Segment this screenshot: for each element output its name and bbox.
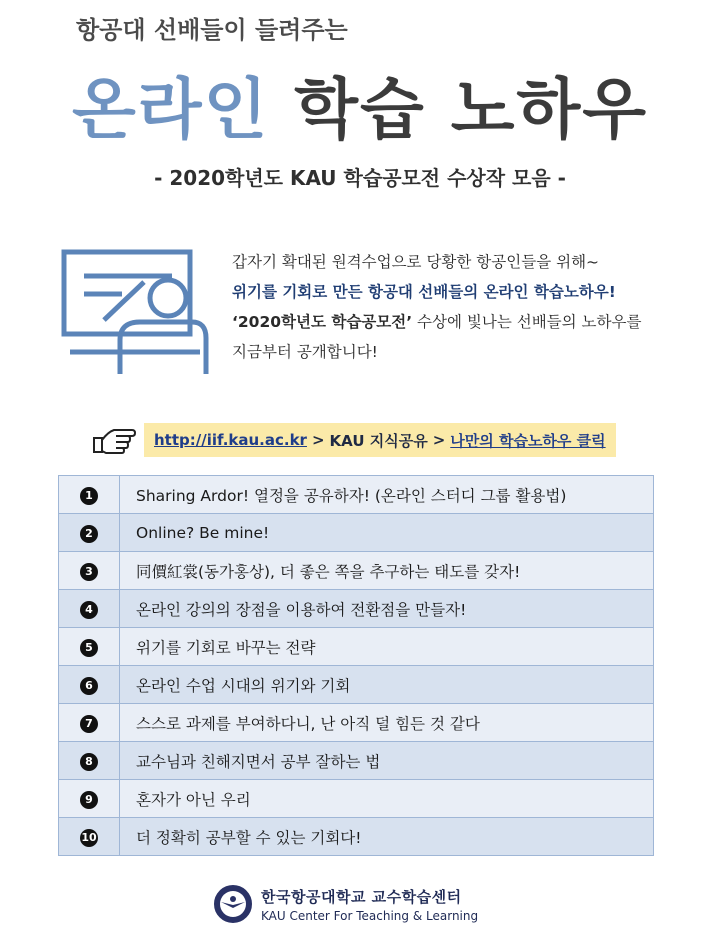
poster-title [0, 56, 720, 151]
list-item [59, 780, 654, 818]
number-bullet: 7 [80, 715, 98, 733]
list-item [59, 590, 654, 628]
item-title: 교수님과 친해지면서 공부 잘하는 법 [120, 742, 654, 780]
title-main: 학습 노하우 [294, 71, 649, 148]
intro-line-3-rest: 수상에 빛나는 선배들의 노하우를 [412, 313, 642, 331]
item-title: 온라인 수업 시대의 위기와 기회 [120, 666, 654, 704]
number-bullet: 10 [80, 829, 98, 847]
list-item [59, 666, 654, 704]
path-separator: > [311, 431, 325, 449]
number-bullet: 1 [80, 487, 98, 505]
list-item [59, 552, 654, 590]
list-item [59, 742, 654, 780]
list-item [59, 628, 654, 666]
list-item [59, 818, 654, 856]
awards-list [58, 475, 654, 856]
list-item [59, 514, 654, 552]
item-title: 스스로 과제를 부여하다니, 난 아직 덜 힘든 것 같다 [120, 704, 654, 742]
number-bullet: 9 [80, 791, 98, 809]
number-bullet: 8 [80, 753, 98, 771]
organization-footer [213, 884, 478, 924]
org-name-english: KAU Center For Teaching & Learning [261, 908, 479, 923]
number-bullet: 5 [80, 639, 98, 657]
pointing-hand-icon [92, 424, 136, 456]
path-step-knowhow[interactable]: 나만의 학습노하우 클릭 [450, 431, 606, 450]
title-accent: 온라인 [71, 71, 270, 148]
path-step-knowledge: KAU 지식공유 [329, 431, 428, 450]
intro-line-2: 위기를 기회로 만든 항공대 선배들의 온라인 학습노하우! [232, 283, 616, 301]
poster-pretitle: 항공대 선배들이 들려주는 [76, 16, 348, 44]
intro-line-3 [232, 307, 692, 337]
item-title: Sharing Ardor! 열정을 공유하자! (온라인 스터디 그룹 활용법) [120, 476, 654, 514]
item-title: 더 정확히 공부할 수 있는 기회다! [120, 818, 654, 856]
item-title: Online? Be mine! [120, 514, 654, 552]
item-title: 혼자가 아닌 우리 [120, 780, 654, 818]
item-title: 온라인 강의의 장점을 이용하여 전환점을 만들자! [120, 590, 654, 628]
access-path [92, 420, 616, 460]
number-bullet: 2 [80, 525, 98, 543]
path-separator: > [432, 431, 446, 449]
number-bullet: 4 [80, 601, 98, 619]
contest-name: ‘2020학년도 학습공모전’ [232, 313, 413, 331]
intro-text [232, 247, 692, 367]
path-highlight [144, 423, 616, 457]
org-name-korean: 한국항공대학교 교수학습센터 [261, 887, 462, 906]
site-link[interactable]: http://iif.kau.ac.kr [154, 431, 307, 449]
lecture-board-icon [60, 242, 210, 377]
item-title: 同價紅裳(동가홍상), 더 좋은 쪽을 추구하는 태도를 갖자! [120, 552, 654, 590]
intro-line-1: 갑자기 확대된 원격수업으로 당황한 항공인들을 위해~ [232, 253, 600, 271]
intro-line-4: 지금부터 공개합니다! [232, 343, 378, 361]
poster-subtitle: - 2020학년도 KAU 학습공모전 수상작 모음 - [154, 166, 566, 190]
list-item [59, 704, 654, 742]
item-title: 위기를 기회로 바꾸는 전략 [120, 628, 654, 666]
university-seal-icon [213, 884, 253, 924]
number-bullet: 3 [80, 563, 98, 581]
number-bullet: 6 [80, 677, 98, 695]
list-item [59, 476, 654, 514]
